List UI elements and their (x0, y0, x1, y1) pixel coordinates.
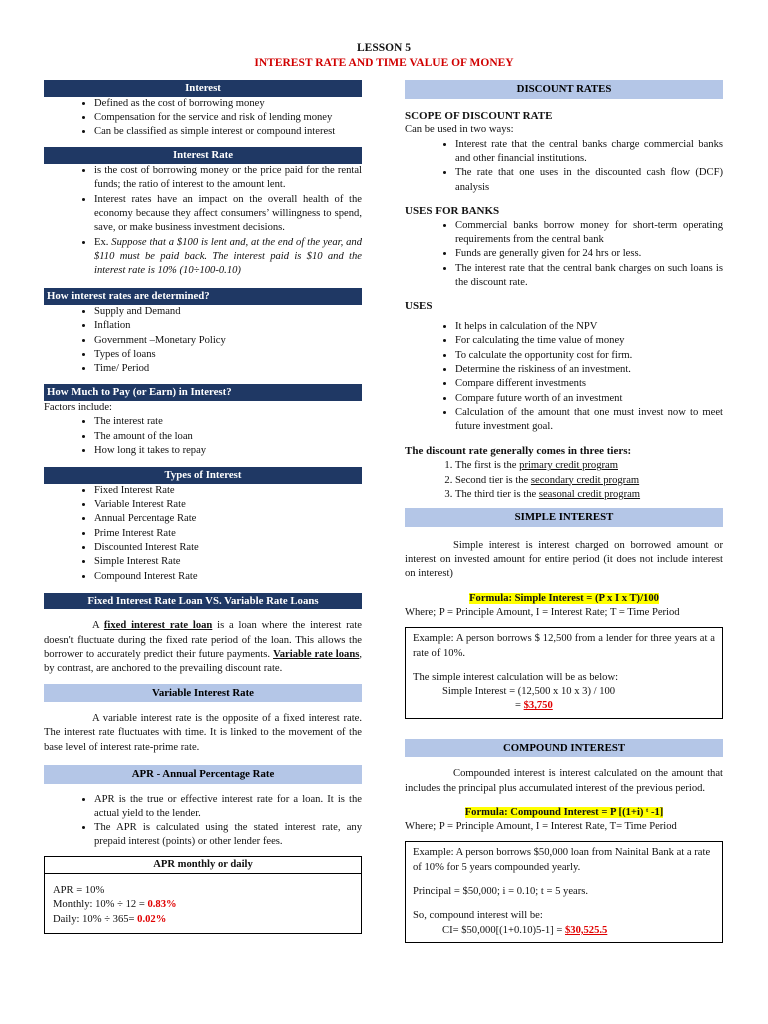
tiers-heading: The discount rate generally comes in three tiers: (405, 445, 632, 458)
list-item: • The APR is calculated using the stated interest rate, any prepaid interest (points) or other lender fees. (94, 821, 362, 850)
types-heading: Types of Interest (44, 467, 362, 484)
apr-daily (53, 913, 353, 927)
lesson-label: LESSON 5 (356, 42, 411, 54)
left-column (44, 80, 362, 934)
example-text: Suppose that a $100 is lent and, at the end of the year, and $110 must be paid back. The interest paid is $10 and the interest rate is 10% (10÷100-0.10) (94, 236, 362, 277)
list-item: • Defined as the cost of borrowing money (94, 97, 362, 111)
list-item: • The interest rate (94, 415, 362, 429)
list-item (455, 459, 723, 473)
list-item: • Compensation for the service and risk of lending money (94, 111, 362, 125)
list-item: • It helps in calculation of the NPV (455, 320, 723, 334)
text-fragment: The third tier is the (455, 488, 539, 500)
scope-list (405, 138, 723, 195)
interest-rate-heading: Interest Rate (44, 147, 362, 164)
simple-formula-line (405, 592, 723, 606)
compound-formula-line (405, 806, 723, 820)
factors-intro: Factors include: (44, 402, 112, 413)
simple-result-value: $3,750 (523, 700, 553, 712)
apr-box-heading: APR monthly or daily (45, 857, 361, 874)
interest-list (44, 97, 362, 140)
compound-where: Where; P = Principle Amount, I = Interest Rate, T= Time Period (405, 821, 677, 833)
list-item: • Commercial banks borrow money for short-term operating requirements from the central bank (455, 219, 723, 248)
list-item: • For calculating the time value of money (455, 334, 723, 348)
list-item: • How long it takes to repay (94, 444, 362, 458)
list-item: • Simple Interest Rate (94, 555, 362, 569)
factors-list (44, 415, 362, 458)
list-item: • Government –Monetary Policy (94, 334, 362, 348)
compound-example-text: Example: A person borrows $50,000 loan from Nainital Bank at a rate of 10% for 5 years compounded yearly. (413, 847, 711, 873)
primary-credit-link[interactable]: primary credit program (519, 460, 618, 472)
compound-example-text: So, compound interest will be: (413, 910, 543, 922)
determined-heading: How interest rates are determined? (44, 288, 362, 305)
page-title: INTEREST RATE AND TIME VALUE OF MONEY (254, 57, 514, 69)
text-fragment: Monthly: 10% ÷ 12 = (53, 899, 148, 911)
secondary-credit-link[interactable]: secondary credit program (530, 474, 640, 486)
list-item: • Interest rates have an impact on the overall health of the economy because they affect consumers’ willingness to spend, save, or make business investment decisions. (94, 193, 362, 236)
simple-example-text: Example: A person borrows $ 12,500 from a lender for three years at a rate of 10%. (413, 633, 715, 659)
list-item: • is the cost of borrowing money or the price paid for the rental funds; the ratio of interest to the amount lent. (94, 164, 362, 193)
simple-example-calc: Simple Interest = (12,500 x 10 x 3) / 100 (442, 686, 616, 698)
list-item: • Inflation (94, 319, 362, 333)
interest-heading: Interest (44, 80, 362, 97)
list-item: • The amount of the loan (94, 430, 362, 444)
simple-example-box (405, 627, 723, 718)
variable-text: A variable interest rate is the opposite of a fixed interest rate. The interest rate fluctuates with time. It is linked to the movement of the base level of interest rate-prime rate. (44, 713, 362, 753)
simple-text: Simple interest is interest charged on borrowed amount or interest on invested amount for entire period (it does not include interest on interest) (405, 539, 723, 580)
banks-list (405, 219, 723, 290)
banks-heading: USES FOR BANKS (405, 204, 500, 217)
list-item: • Time/ Period (94, 362, 362, 376)
text-fragment: Second tier is the (455, 474, 531, 486)
list-item: • APR is the true or effective interest rate for a loan. It is the actual yield to the lender. (94, 793, 362, 822)
text-fragment: , by contrast, are anchored to the prevailing discount rate. (44, 648, 363, 675)
uses-list (405, 320, 723, 434)
list-item: • The interest rate that the central bank charges on such loans is the discount rate. (455, 262, 723, 291)
list-item: • Compare future worth of an investment (455, 392, 723, 406)
text-fragment: is a loan where the interest rate doesn't fluctuate during the fixed rate period of the loan. This allows the borrower to accurately predict their future payments. (44, 620, 362, 660)
list-item: • Discounted Interest Rate (94, 541, 362, 555)
scope-intro: Can be used in two ways: (405, 124, 514, 136)
list-item: • Interest rate that the central banks charge commercial banks and other financial institutions. (455, 138, 723, 167)
compound-example-result (413, 924, 715, 938)
compound-example-box (405, 841, 723, 942)
monthly-value: 0.83% (147, 899, 177, 911)
compound-heading: COMPOUND INTEREST (405, 739, 723, 758)
list-item: • Annual Percentage Rate (94, 512, 362, 526)
compound-example-text: Principal = $50,000; i = 0.10; t = 5 years. (413, 886, 589, 898)
list-item: • The rate that one uses in the discounted cash flow (DCF) analysis (455, 166, 723, 195)
text-fragment: CI= $50,000[(1+0.10)5-1] = (442, 924, 565, 936)
variable-loan-term: Variable rate loans (273, 648, 360, 660)
fixed-vs-variable-text (44, 619, 362, 676)
simple-where: Where; P = Principle Amount, I = Interest Rate; T = Time Period (405, 606, 680, 618)
daily-value: 0.02% (137, 913, 167, 925)
variable-heading: Variable Interest Rate (44, 684, 362, 703)
list-item: • Determine the riskiness of an investment. (455, 363, 723, 377)
list-item: • To calculate the opportunity cost for firm. (455, 349, 723, 363)
fixed-vs-variable-heading: Fixed Interest Rate Loan VS. Variable Rate Loans (44, 593, 362, 610)
text-fragment: A (92, 620, 104, 632)
apr-heading: APR - Annual Percentage Rate (44, 765, 362, 784)
list-item: • Funds are generally given for 24 hrs or less. (455, 247, 723, 261)
list-item (94, 236, 362, 279)
apr-box (44, 856, 362, 934)
list-item (455, 474, 723, 488)
tiers-list (405, 459, 723, 502)
simple-formula: Formula: Simple Interest = (P x I x T)/100 (469, 592, 659, 604)
compound-text: Compounded interest is interest calculated on the amount that includes the principal plus accumulated interest of the previous period. (405, 768, 723, 794)
apr-line: APR = 10% (53, 885, 105, 897)
text-fragment: Daily: 10% ÷ 365= (53, 913, 138, 925)
simple-heading: SIMPLE INTEREST (405, 508, 723, 527)
fixed-loan-term: fixed interest rate loan (103, 620, 213, 632)
scope-heading: SCOPE OF DISCOUNT RATE (405, 109, 553, 122)
text-fragment: = (515, 700, 524, 712)
compound-result-value: $30,525.5 (564, 924, 608, 936)
right-column (405, 80, 723, 943)
list-item (455, 488, 723, 502)
list-item: • Supply and Demand (94, 305, 362, 319)
example-prefix: Ex. (94, 236, 112, 248)
list-item: • Fixed Interest Rate (94, 484, 362, 498)
types-list (44, 484, 362, 584)
list-item: • Can be classified as simple interest or compound interest (94, 125, 362, 139)
compound-formula: Formula: Compound Interest = P [(1+i) ᵗ -1] (464, 806, 664, 818)
text-fragment: The first is the (455, 460, 520, 472)
uses-heading: USES (405, 300, 433, 313)
apr-monthly (53, 898, 353, 912)
list-item: • Compare different investments (455, 377, 723, 391)
list-item: • Variable Interest Rate (94, 498, 362, 512)
list-item: • Calculation of the amount that one must invest now to meet future investment goal. (455, 406, 723, 435)
list-item: • Prime Interest Rate (94, 527, 362, 541)
seasonal-credit-link[interactable]: seasonal credit program (538, 488, 641, 500)
apr-list (44, 793, 362, 850)
discount-heading: DISCOUNT RATES (405, 80, 723, 99)
determined-list (44, 305, 362, 376)
simple-example-text: The simple interest calculation will be as below: (413, 671, 619, 683)
how-much-heading: How Much to Pay (or Earn) in Interest? (44, 384, 362, 401)
list-item: • Types of loans (94, 348, 362, 362)
interest-rate-list (44, 164, 362, 278)
list-item: • Compound Interest Rate (94, 570, 362, 584)
simple-example-result (413, 699, 715, 713)
